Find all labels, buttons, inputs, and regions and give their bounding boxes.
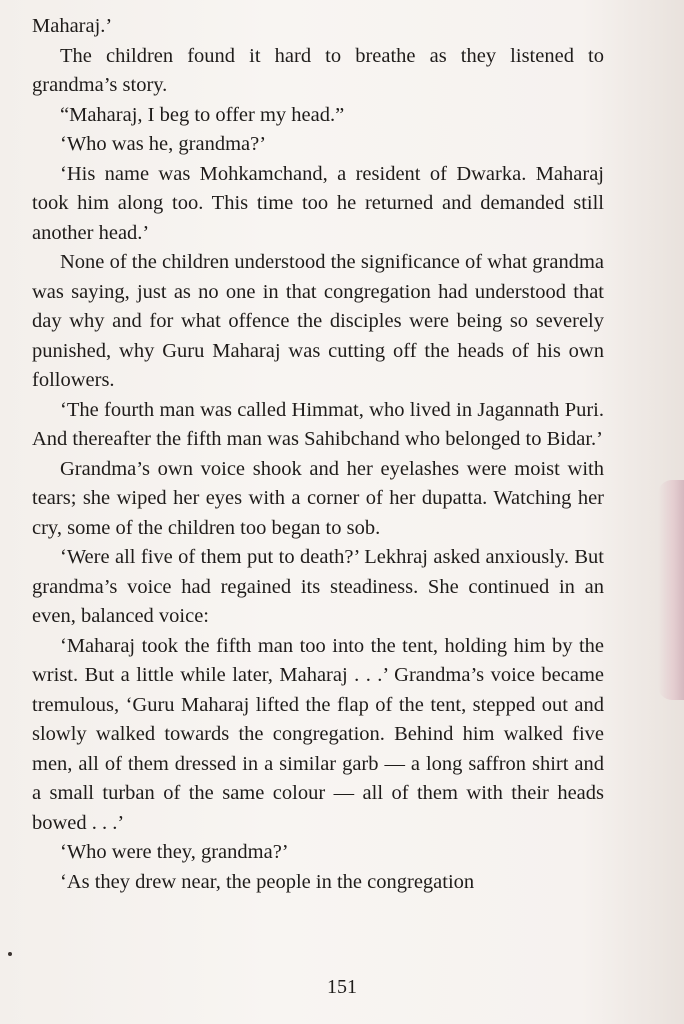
paragraph: ‘Maharaj took the fifth man too into the tent, holding him by the wrist. But a little while later, Maharaj . . .’ Grandma’s voice became tremulous, ‘Guru Maharaj lifted the flap of the tent, stepped out and slowly walked towards the congregation. Behind him walked five men, all of them dressed in a similar garb — a long saffron shirt and a small turban of the same colour — all of them with their heads bowed . . .’: [32, 634, 604, 834]
ink-dot: [8, 952, 12, 956]
page-edge-tab: [658, 480, 684, 700]
paragraph: The children found it hard to breathe as they listened to grandma’s story.: [32, 44, 604, 96]
paragraph: ‘Who were they, grandma?’: [60, 841, 289, 863]
paragraph: Grandma’s own voice shook and her eyelashes were moist with tears; she wiped her eyes with a corner of her dupatta. Watching her cry, some of the children too began to sob.: [32, 457, 604, 539]
paragraph: None of the children understood the significance of what grandma was saying, just as no one in that congregation had understood that day why and for what offence the disciples were being so severely punished, why Guru Maharaj was cutting off the heads of his own followers.: [32, 251, 604, 391]
page-text: [32, 12, 604, 897]
paragraph: ‘His name was Mohkamchand, a resident of Dwarka. Maharaj took him along too. This time too he returned and demanded still another head.’: [32, 162, 604, 244]
paragraph: “Maharaj, I beg to offer my head.”: [60, 103, 345, 126]
paragraph: ‘Who was he, grandma?’: [60, 133, 267, 155]
paragraph: Maharaj.’: [32, 15, 113, 37]
paragraph: ‘As they drew near, the people in the congregation: [60, 870, 475, 893]
paragraph: ‘The fourth man was called Himmat, who lived in Jagannath Puri. And thereafter the fifth man was Sahibchand who belonged to Bidar.’: [32, 398, 604, 450]
paragraph: ‘Were all five of them put to death?’ Lekhraj asked anxiously. But grandma’s voice had regained its steadiness. She continued in an even, balanced voice:: [32, 546, 604, 627]
page-number: 151: [327, 976, 357, 998]
